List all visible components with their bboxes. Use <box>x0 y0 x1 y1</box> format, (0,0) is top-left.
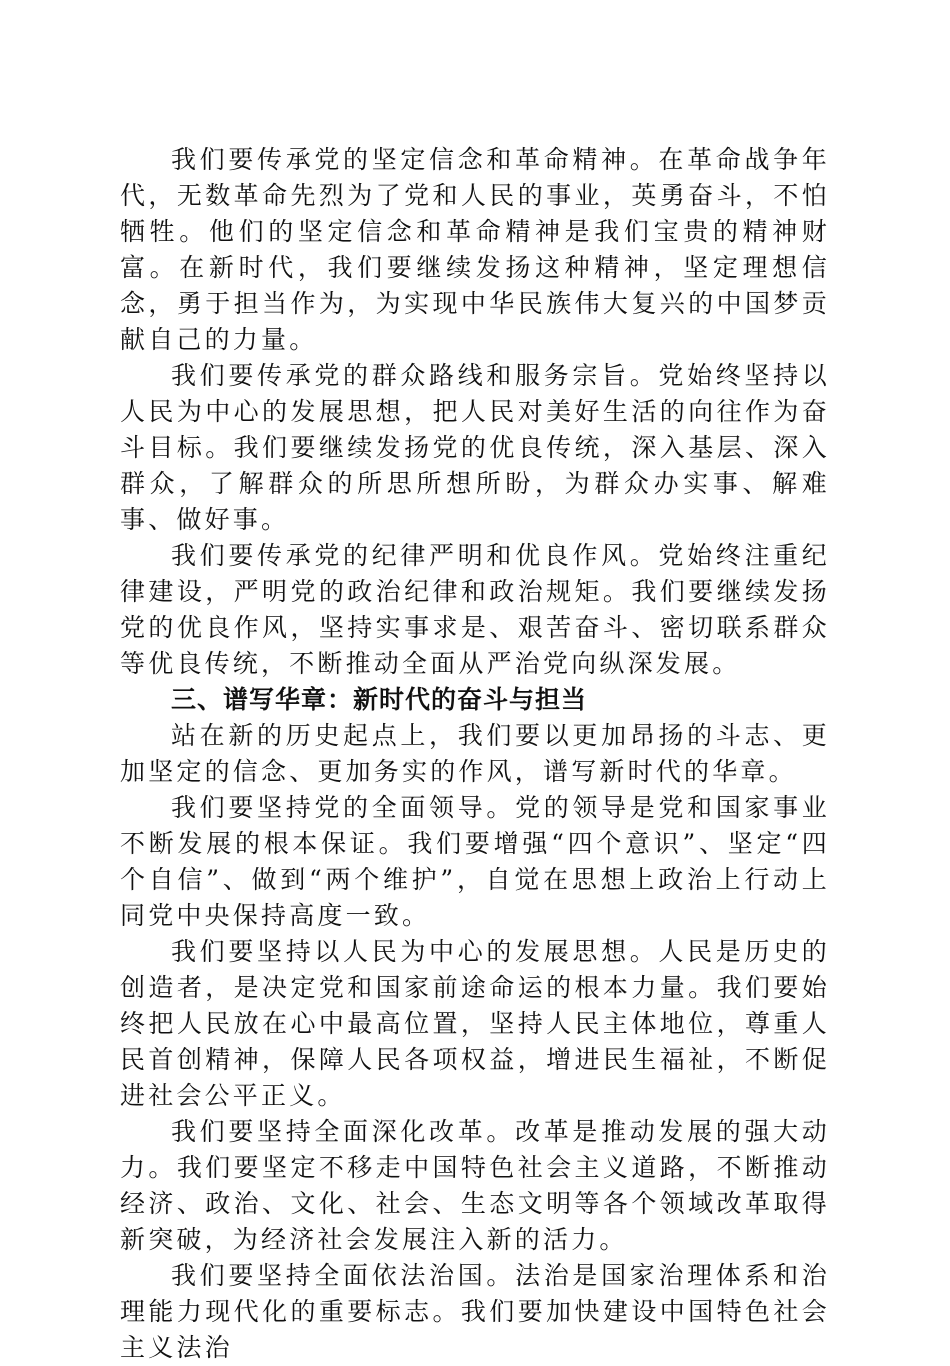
document-page <box>120 142 830 1366</box>
paragraph-mass-line: 我们要传承党的群众路线和服务宗旨。党始终坚持以人民为中心的发展思想，把人民对美好生活的向往作为奋斗目标。我们要继续发扬党的优良传统，深入基层、深入群众，了解群众的所思所想所盼，为群众办实事、解难事、做好事。 <box>120 361 830 534</box>
section-heading: 三、谱写华章：新时代的奋斗与担当 <box>171 685 588 714</box>
paragraph-faith-revolution: 我们要传承党的坚定信念和革命精神。在革命战争年代，无数革命先烈为了党和人民的事业，英勇奋斗，不怕牺牲。他们的坚定信念和革命精神是我们宝贵的精神财富。在新时代，我们要继续发扬这种精神，坚定理想信念，勇于担当作为，为实现中华民族伟大复兴的中国梦贡献自己的力量。 <box>120 145 830 354</box>
paragraph-rule-of-law: 我们要坚持全面依法治国。法治是国家治理体系和治理能力现代化的重要标志。我们要加快建设中国特色社会主义法治 <box>120 1261 830 1362</box>
paragraph-new-starting-point: 站在新的历史起点上，我们要以更加昂扬的斗志、更加坚定的信念、更加务实的作风，谱写新时代的华章。 <box>120 721 830 786</box>
paragraph-people-centered: 我们要坚持以人民为中心的发展思想。人民是历史的创造者，是决定党和国家前途命运的根本力量。我们要始终把人民放在心中最高位置，坚持人民主体地位，尊重人民首创精神，保障人民各项权益，增进民生福祉，不断促进社会公平正义。 <box>120 937 830 1110</box>
paragraph-deepen-reform: 我们要坚持全面深化改革。改革是推动发展的强大动力。我们要坚定不移走中国特色社会主义道路，不断推动经济、政治、文化、社会、生态文明等各个领域改革取得新突破，为经济社会发展注入新的活力。 <box>120 1117 830 1254</box>
paragraph-discipline: 我们要传承党的纪律严明和优良作风。党始终注重纪律建设，严明党的政治纪律和政治规矩。我们要继续发扬党的优良作风，坚持实事求是、艰苦奋斗、密切联系群众等优良传统，不断推动全面从严治党向纵深发展。 <box>120 541 830 678</box>
paragraph-party-leadership: 我们要坚持党的全面领导。党的领导是党和国家事业不断发展的根本保证。我们要增强“四个意识”、坚定“四个自信”、做到“两个维护”，自觉在思想上政治上行动上同党中央保持高度一致。 <box>120 793 830 930</box>
